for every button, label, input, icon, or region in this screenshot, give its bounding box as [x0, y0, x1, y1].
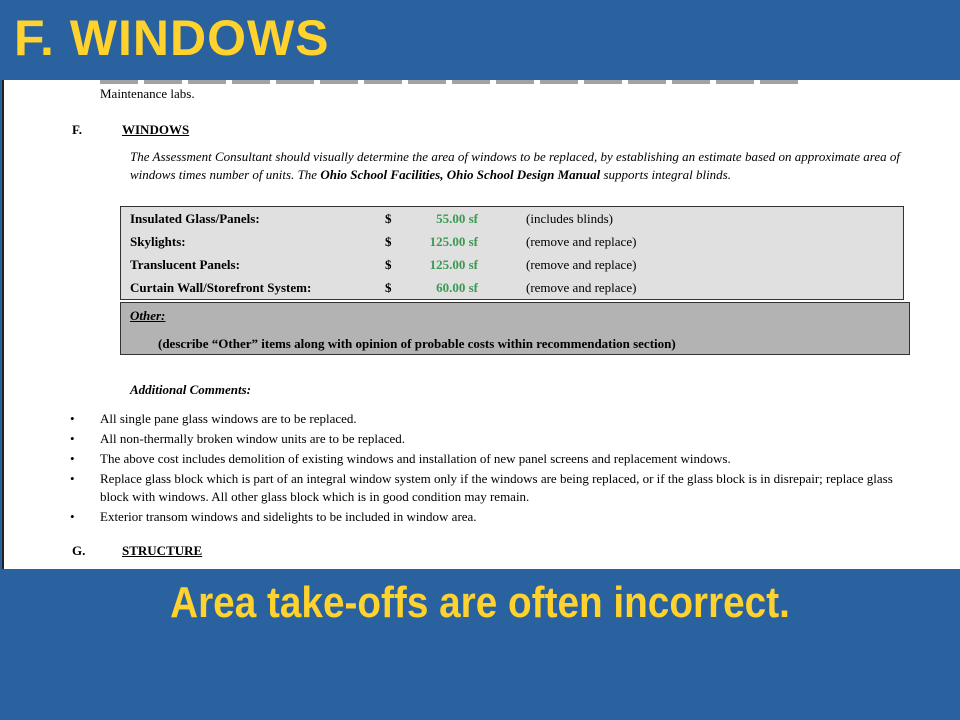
- cost-row: [121, 280, 903, 302]
- intro-text-1: The Assessment Consultant should visually determine the area of windows to be replaced, by establishing an estimate based on approximate area of windows times number of units. The: [130, 149, 900, 182]
- other-costs-box: [120, 302, 910, 355]
- cost-currency: $: [385, 280, 392, 295]
- list-item: [70, 470, 910, 506]
- document-left-border: [2, 80, 4, 569]
- list-item: [70, 430, 910, 448]
- list-item: [70, 410, 910, 428]
- comment-text: All single pane glass windows are to be replaced.: [100, 411, 357, 426]
- list-item: [70, 508, 910, 526]
- list-item: [70, 450, 910, 468]
- cost-item: Translucent Panels:: [130, 257, 240, 272]
- windows-intro-paragraph: [130, 148, 900, 184]
- cost-note: (remove and replace): [526, 257, 637, 272]
- cost-note: (includes blinds): [526, 211, 614, 226]
- comment-text: All non-thermally broken window units are to be replaced.: [100, 431, 406, 446]
- comments-list: [70, 410, 910, 528]
- bullet-icon: •: [70, 451, 75, 466]
- cost-currency: $: [385, 234, 392, 249]
- bullet-icon: •: [70, 471, 75, 486]
- cost-price: 55.00 sf: [436, 211, 478, 226]
- cost-item: Insulated Glass/Panels:: [130, 211, 260, 226]
- cost-row: [121, 257, 903, 279]
- cost-currency: $: [385, 211, 392, 226]
- bullet-icon: •: [70, 411, 75, 426]
- document-excerpt: [2, 80, 960, 569]
- bullet-icon: •: [70, 509, 75, 524]
- cost-note: (remove and replace): [526, 280, 637, 295]
- cost-price: 125.00 sf: [429, 234, 478, 249]
- cost-price: 125.00 sf: [429, 257, 478, 272]
- other-description: (describe “Other” items along with opinion of probable costs within recommendation section): [158, 336, 676, 351]
- section-f-letter: F.: [72, 122, 82, 137]
- previous-paragraph-end: Maintenance labs.: [100, 86, 195, 101]
- comment-text: Exterior transom windows and sidelights to be included in window area.: [100, 509, 477, 524]
- slide-title: F. WINDOWS: [14, 10, 330, 66]
- cost-item: Skylights:: [130, 234, 186, 249]
- section-g-letter: G.: [72, 543, 86, 558]
- intro-text-2: supports integral blinds.: [600, 167, 731, 182]
- section-f-heading: WINDOWS: [122, 122, 190, 137]
- cost-row: [121, 234, 903, 256]
- cost-item: Curtain Wall/Storefront System:: [130, 280, 312, 295]
- bullet-icon: •: [70, 431, 75, 446]
- cost-currency: $: [385, 257, 392, 272]
- cost-row: [121, 211, 903, 233]
- additional-comments-heading: Additional Comments:: [130, 382, 251, 397]
- other-label: Other:: [130, 308, 166, 323]
- section-g-heading: STRUCTURE: [122, 543, 203, 558]
- slide-subtitle: Area take-offs are often incorrect.: [170, 578, 790, 627]
- intro-design-manual: Ohio School Facilities, Ohio School Design Manual: [320, 167, 601, 182]
- cost-price: 60.00 sf: [436, 280, 478, 295]
- cost-table: [120, 206, 904, 300]
- cost-note: (remove and replace): [526, 234, 637, 249]
- comment-text: The above cost includes demolition of existing windows and installation of new panel screens and replacement windows.: [100, 451, 731, 466]
- clipped-previous-line: [100, 80, 800, 84]
- comment-text: Replace glass block which is part of an integral window system only if the windows are being replaced, or if the glass block is in disrepair; replace glass block with windows. All other glass block which is in good condition may remain.: [100, 471, 893, 504]
